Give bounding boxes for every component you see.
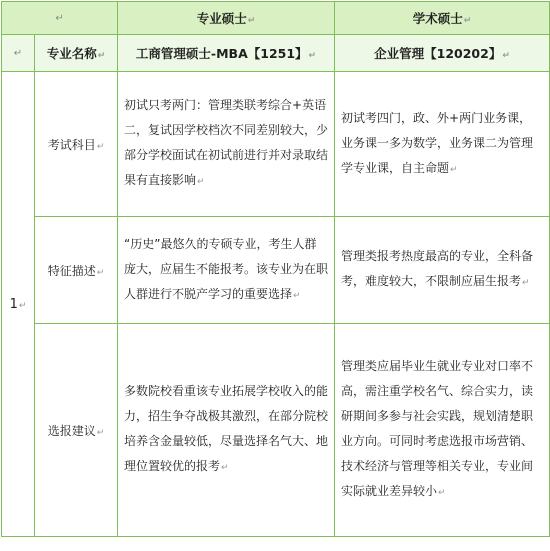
professional-cell <box>118 324 335 537</box>
paragraph-mark: ↵ <box>97 51 106 61</box>
table-row <box>2 217 550 324</box>
professional-characteristics-text: “历史”最悠久的专硕专业，考生人群庞大，应届生不能报考。该专业为在职人群进行不脱产学习的重要选择 <box>124 236 329 301</box>
header-academic-master <box>335 2 550 35</box>
professional-major-name-cell <box>118 35 335 72</box>
paragraph-mark: ↵ <box>55 12 64 24</box>
row-label-cell <box>35 72 118 217</box>
table-row <box>2 324 550 537</box>
major-name-label: 专业名称 <box>46 46 97 61</box>
paragraph-mark: ↵ <box>18 300 27 311</box>
row-label-characteristics: 特征描述 <box>47 263 96 278</box>
professional-cell <box>118 217 335 324</box>
paragraph-mark: ↵ <box>96 267 105 278</box>
professional-exam-subjects-text: 初试只考两门：管理类联考综合+英语二，复试因学校档次不同差别较大，少部分学校面试在初试前进行并对录取结果有直接影响 <box>124 98 329 187</box>
paragraph-mark: ↵ <box>463 16 472 26</box>
comparison-page <box>1 1 549 549</box>
academic-characteristics-text: 管理类报考热度最高的专业，全科备考，难度较大，不限制应届生报考 <box>341 249 534 288</box>
paragraph-mark: ↵ <box>247 16 256 26</box>
paragraph-mark: ↵ <box>197 177 205 187</box>
row-number: 1 <box>9 296 18 312</box>
paragraph-mark: ↵ <box>308 51 317 61</box>
empty-cell <box>2 35 35 72</box>
academic-cell <box>335 217 550 324</box>
row-label-cell <box>35 324 118 537</box>
paragraph-mark: ↵ <box>502 51 510 61</box>
row-label-application-advice: 选报建议 <box>47 423 96 438</box>
paragraph-mark: ↵ <box>96 141 105 152</box>
header-professional-label: 专业硕士 <box>196 11 247 26</box>
paragraph-mark: ↵ <box>450 164 458 175</box>
header-professional-master <box>118 2 335 35</box>
paragraph-mark: ↵ <box>13 47 23 59</box>
paragraph-mark: ↵ <box>438 488 446 498</box>
professional-application-advice-text: 多数院校看重该专业拓展学校收入的能力，招生争夺战极其激烈，在部分院校培养含金量较低，尽量选择名气大、地理位置较优的报考 <box>124 384 329 473</box>
header-row <box>2 2 550 35</box>
academic-exam-subjects-text: 初试考四门，政、外+两门业务课，业务课一多为数学，业务课二为管理学专业课，自主命题 <box>341 110 534 175</box>
paragraph-mark: ↵ <box>293 290 301 301</box>
academic-major-name: 企业管理【120202】 <box>374 46 502 61</box>
paragraph-mark: ↵ <box>522 278 530 288</box>
row-label-cell <box>35 217 118 324</box>
comparison-table <box>1 1 550 537</box>
table-row <box>2 72 550 217</box>
major-name-label-cell <box>35 35 118 72</box>
academic-application-advice-text: 管理类应届毕业生就业专业对口率不高，需注重学校名气、综合实力，读研期间多参与社会实践，规划清楚职业方向。可同时考虑选报市场营销、技术经济与管理等相关专业，专业间实际就业差异较小 <box>341 359 534 498</box>
paragraph-mark: ↵ <box>96 427 105 438</box>
subheader-row <box>2 35 550 72</box>
academic-major-name-cell <box>335 35 550 72</box>
row-number-cell <box>2 72 35 537</box>
paragraph-mark: ↵ <box>221 463 229 473</box>
row-label-exam-subjects: 考试科目 <box>47 137 96 152</box>
header-academic-label: 学术硕士 <box>412 11 463 26</box>
professional-major-name: 工商管理硕士-MBA【1251】 <box>135 46 308 61</box>
academic-cell <box>335 324 550 537</box>
academic-cell <box>335 72 550 217</box>
professional-cell <box>118 72 335 217</box>
corner-cell <box>2 2 118 35</box>
